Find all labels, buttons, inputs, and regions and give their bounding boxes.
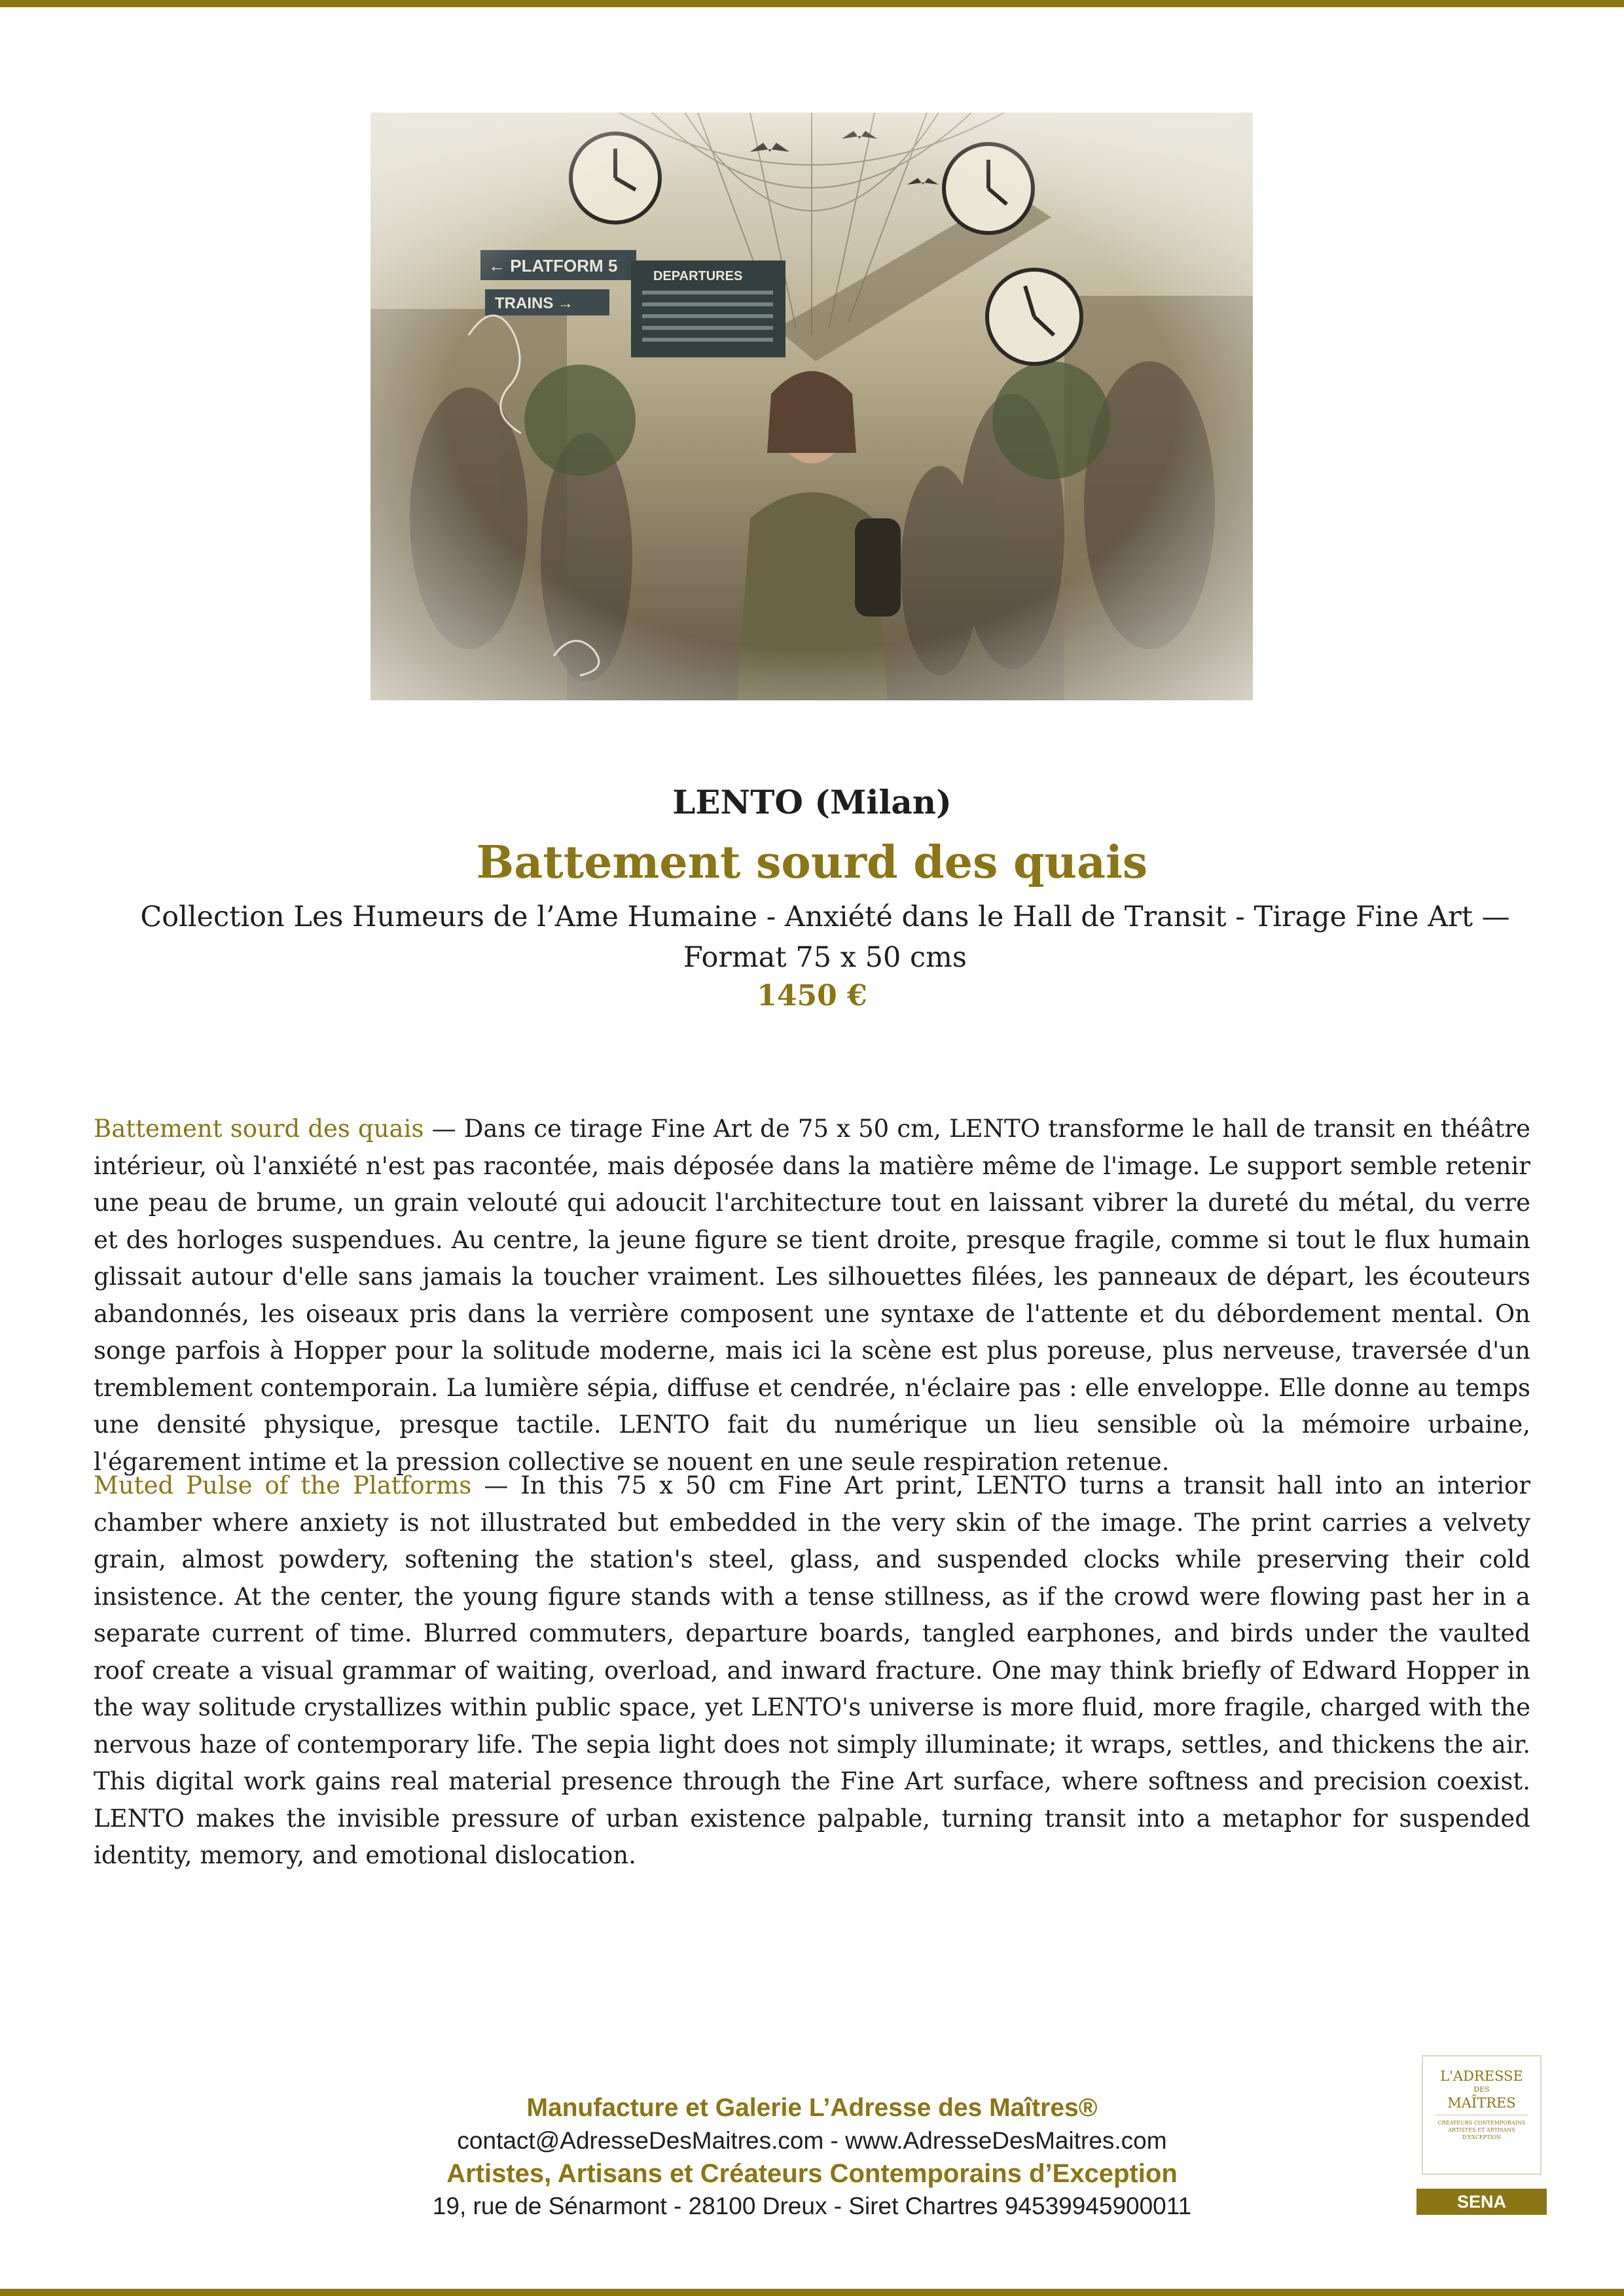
description-en-body: — In this 75 x 50 cm Fine Art print, LENTO turns a transit hall into an interior chamber where anxiety is not illustrated but embedded in the very skin of the image. The print carries a velvety grain, almost powdery, softening the station's steel, glass, and suspended clocks while preserving their cold insistence. At the center, the young figure stands with a tense stillness, as if the crowd were flowing past her in a separate current of time. Blurred commuters, departure boards, tangled earphones, and birds under the vaulted roof create a visual grammar of waiting, overload, and inward fracture. One may think briefly of Edward Hopper in the way solitude crystallizes within public space, yet LENTO's universe is more fluid, more fragile, charged with the nervous haze of contemporary life. The sepia light does not simply illuminate; it wraps, settles, and thickens the air. This digital work gains real material presence through the Fine Art surface, where softness and precision coexist. LENTO makes the invisible pressure of urban existence palpable, turning transit into a metaphor for suspended identity, memory, and emotional dislocation. bbox=[94, 1471, 1531, 1869]
logo-line2: DES bbox=[1473, 2085, 1490, 2094]
logo-line1: L'ADRESSE bbox=[1440, 2068, 1523, 2084]
description-fr-lead: Battement sourd des quais bbox=[94, 1115, 424, 1143]
footer-contact: contact@AdresseDesMaitres.com - www.AdresseDesMaitres.com bbox=[457, 2127, 1167, 2154]
artwork-price: 1450 € bbox=[757, 979, 867, 1013]
bottom-border bbox=[0, 2289, 1624, 2296]
footer-address: 19, rue de Sénarmont - 28100 Dreux - Siret Chartres 94539945900011 bbox=[432, 2193, 1192, 2219]
logo-line3: MAÎTRES bbox=[1447, 2095, 1516, 2111]
footer bbox=[327, 2092, 1297, 2223]
footer-tagline: Artistes, Artisans et Créateurs Contemporains d’Exception bbox=[446, 2159, 1178, 2188]
description-fr bbox=[94, 1111, 1530, 1480]
top-border bbox=[0, 0, 1624, 7]
artwork-subtitle: Collection Les Humeurs de l’Ame Humaine - Anxiété dans le Hall de Transit - Tirage Fine Art — Format 75 x 50 cms bbox=[140, 901, 1510, 974]
logo-line4: CRÉATEURS CONTEMPORAINS ARTISTES ET ARTISANS D'EXCEPTION bbox=[1437, 2120, 1526, 2140]
description-en bbox=[94, 1467, 1530, 1874]
description-en-lead: Muted Pulse of the Platforms bbox=[94, 1471, 472, 1499]
artwork-title: Battement sourd des quais bbox=[476, 836, 1148, 889]
gallery-logo bbox=[1422, 2055, 1542, 2175]
description-fr-body: — Dans ce tirage Fine Art de 75 x 50 cm, LENTO transforme le hall de transit en théâtre intérieur, où l'anxiété n'est pas racontée, mais déposée dans la matière même de l'image. Le support semble retenir une peau de brume, un grain velouté qui adoucit l'architecture tout en laissant vibrer la dureté du métal, du verre et des horloges suspendues. Au centre, la jeune figure se tient droite, presque fragile, comme si tout le flux humain glissait autour d'elle sans jamais la toucher vraiment. Les silhouettes filées, les panneaux de départ, les écouteurs abandonnés, les oiseaux pris dans la verrière composent une syntaxe de l'attente et du débordement mental. On songe parfois à Hopper pour la solitude moderne, mais ici la scène est plus poreuse, plus nerveuse, traversée d'un tremblement contemporain. La lumière sépia, diffuse et cendrée, n'éclaire pas : elle enveloppe. Elle donne au temps une densité physique, presque tactile. LENTO fait du numérique un lieu sensible où la mémoire urbaine, l'égarement intime et la pression collective se nouent en une seule respiration retenue. bbox=[94, 1115, 1530, 1476]
artwork-image bbox=[370, 113, 1253, 700]
artist-name: LENTO (Milan) bbox=[672, 783, 952, 821]
footer-gallery-name: Manufacture et Galerie L’Adresse des Maîtres® bbox=[526, 2094, 1098, 2122]
sena-badge: SENA bbox=[1416, 2189, 1547, 2215]
